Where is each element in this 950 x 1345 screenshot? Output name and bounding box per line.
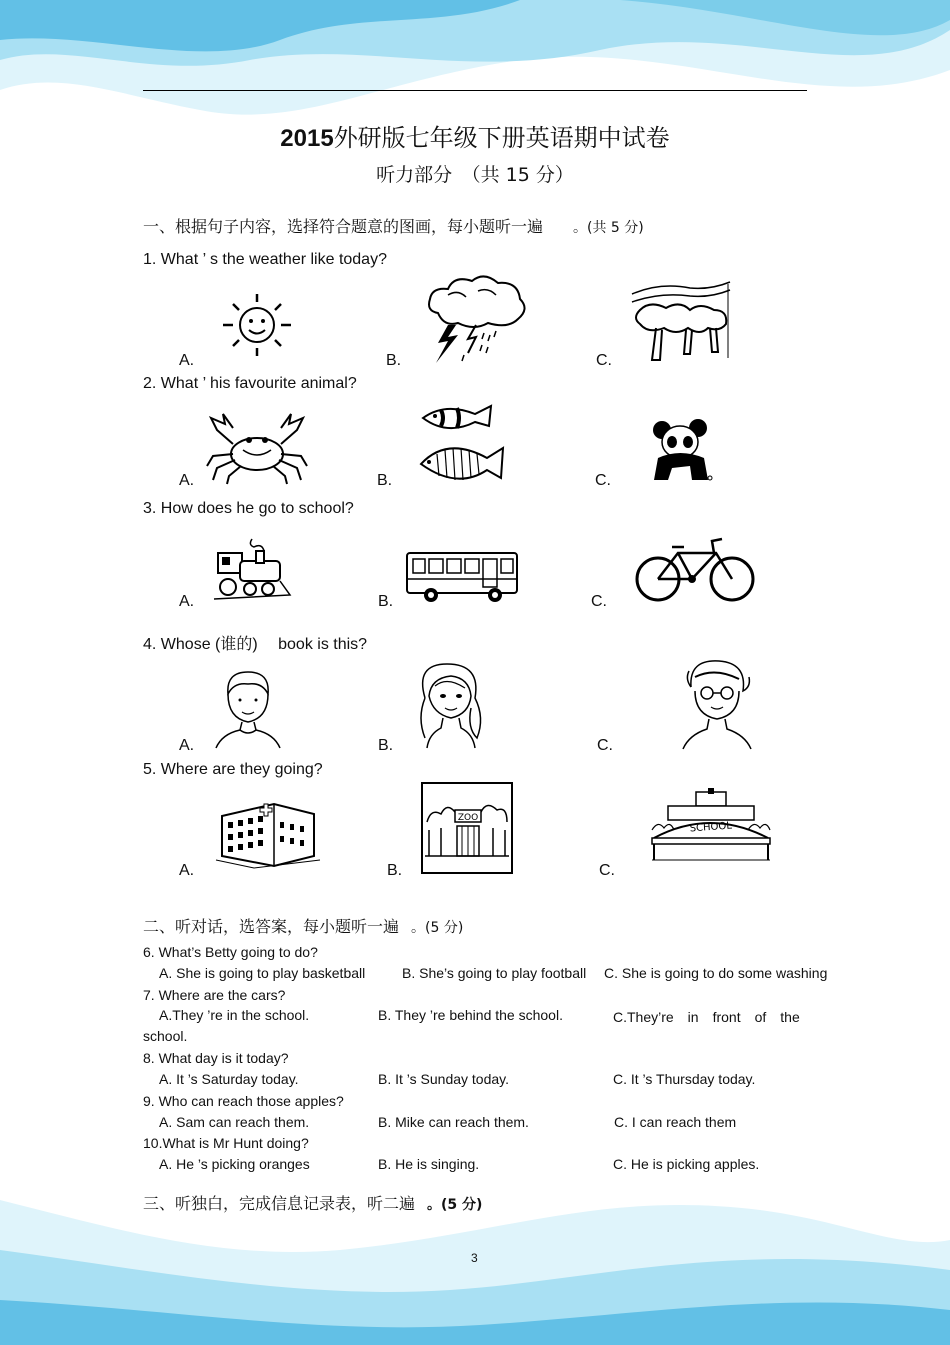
q8-option-b[interactable]: B. It ’s Sunday today. <box>378 1071 510 1087</box>
q7-option-c[interactable]: C.They’re in front of the <box>613 1009 800 1025</box>
q8-option-a[interactable]: A. It ’s Saturday today. <box>159 1071 299 1087</box>
q10-option-c[interactable]: C. He is picking apples. <box>613 1156 760 1172</box>
section2-heading <box>143 914 463 937</box>
q2-option-a[interactable]: A. <box>179 472 195 489</box>
question-1: 1. What ’ s the weather like today? <box>143 251 387 268</box>
thunderstorm-icon <box>418 273 530 365</box>
girl-icon <box>411 658 491 750</box>
q6-option-b[interactable]: B. She’s going to play football <box>402 965 587 981</box>
question-3: 3. How does he go to school? <box>143 500 354 517</box>
q9-option-a[interactable]: A. Sam can reach them. <box>159 1114 310 1130</box>
section3-heading-text: 三、听独白，完成信息记录表，听二遍 <box>143 1194 416 1213</box>
q4-option-b[interactable]: B. <box>378 737 394 754</box>
bicycle-icon <box>634 535 756 605</box>
question-9: 9. Who can reach those apples? <box>143 1093 344 1109</box>
q6-option-a[interactable]: A. She is going to play basketball <box>159 965 366 981</box>
q5-option-c[interactable]: C. <box>599 862 615 879</box>
question-7: 7. Where are the cars? <box>143 987 286 1003</box>
question-4: 4. Whose (谁的) book is this? <box>143 636 368 653</box>
page-subtitle: 听力部分 （共 15 分） <box>376 164 574 186</box>
q4-option-c[interactable]: C. <box>597 737 613 754</box>
q5-option-a[interactable]: A. <box>179 862 195 879</box>
school-icon <box>650 788 772 862</box>
zoo-icon <box>421 782 513 874</box>
title-text: 外研版七年级下册英语期中试卷 <box>333 124 670 152</box>
question-2: 2. What ’ his favourite animal? <box>143 375 357 392</box>
q5-option-b[interactable]: B. <box>387 862 403 879</box>
question-10: 10.What is Mr Hunt doing? <box>143 1135 309 1151</box>
panda-icon <box>650 418 714 482</box>
svg-text:ZOO: ZOO <box>457 813 479 823</box>
q7-option-b[interactable]: B. They ’re behind the school. <box>378 1007 563 1023</box>
q3-option-a[interactable]: A. <box>179 593 195 610</box>
q9-option-b[interactable]: B. Mike can reach them. <box>378 1114 529 1130</box>
header-rule <box>143 90 807 91</box>
q2-option-c[interactable]: C. <box>595 472 611 489</box>
windy-trees-icon <box>630 280 732 362</box>
fish-icon <box>417 398 507 488</box>
q2-option-b[interactable]: B. <box>377 472 393 489</box>
q1-option-b[interactable]: B. <box>386 352 402 369</box>
section1-score: 。(共 5 分) <box>573 220 644 236</box>
question-8: 8. What day is it today? <box>143 1050 289 1066</box>
question-6: 6. What’s Betty going to do? <box>143 944 318 960</box>
question-5: 5. Where are they going? <box>143 761 323 778</box>
page-number: 3 <box>471 1251 478 1265</box>
q7-option-c-continued: school. <box>143 1028 188 1044</box>
q3-option-c[interactable]: C. <box>591 593 607 610</box>
section1-heading-text: 一、根据句子内容，选择符合题意的图画，每小题听一遍 <box>143 217 544 236</box>
svg-text:SCHOOL: SCHOOL <box>689 820 733 835</box>
q4-option-a[interactable]: A. <box>179 737 195 754</box>
section2-score: 。(5 分) <box>411 920 464 936</box>
q10-option-b[interactable]: B. He is singing. <box>378 1156 480 1172</box>
q9-option-c[interactable]: C. I can reach them <box>614 1114 737 1130</box>
section3-heading <box>143 1191 482 1214</box>
q8-option-c[interactable]: C. It ’s Thursday today. <box>613 1071 756 1087</box>
q1-option-c[interactable]: C. <box>596 352 612 369</box>
bus-icon <box>405 549 519 605</box>
boy-icon <box>212 668 284 752</box>
woman-glasses-icon <box>675 657 759 751</box>
q6-option-c[interactable]: C. She is going to do some washing <box>604 965 828 981</box>
section3-score: 。(5 分) <box>427 1197 483 1213</box>
section2-heading-text: 二、听对话，选答案，每小题听一遍 <box>143 917 400 936</box>
q1-option-a[interactable]: A. <box>179 352 195 369</box>
page-title <box>0 118 950 153</box>
train-icon <box>212 535 292 605</box>
section1-heading <box>143 214 644 237</box>
crab-icon <box>203 410 311 486</box>
hospital-icon <box>214 800 322 872</box>
sun-icon <box>215 292 299 358</box>
title-year: 2015 <box>280 125 334 152</box>
q7-option-a[interactable]: A.They ’re in the school. <box>159 1007 310 1023</box>
q3-option-b[interactable]: B. <box>378 593 394 610</box>
q10-option-a[interactable]: A. He ’s picking oranges <box>159 1156 310 1172</box>
